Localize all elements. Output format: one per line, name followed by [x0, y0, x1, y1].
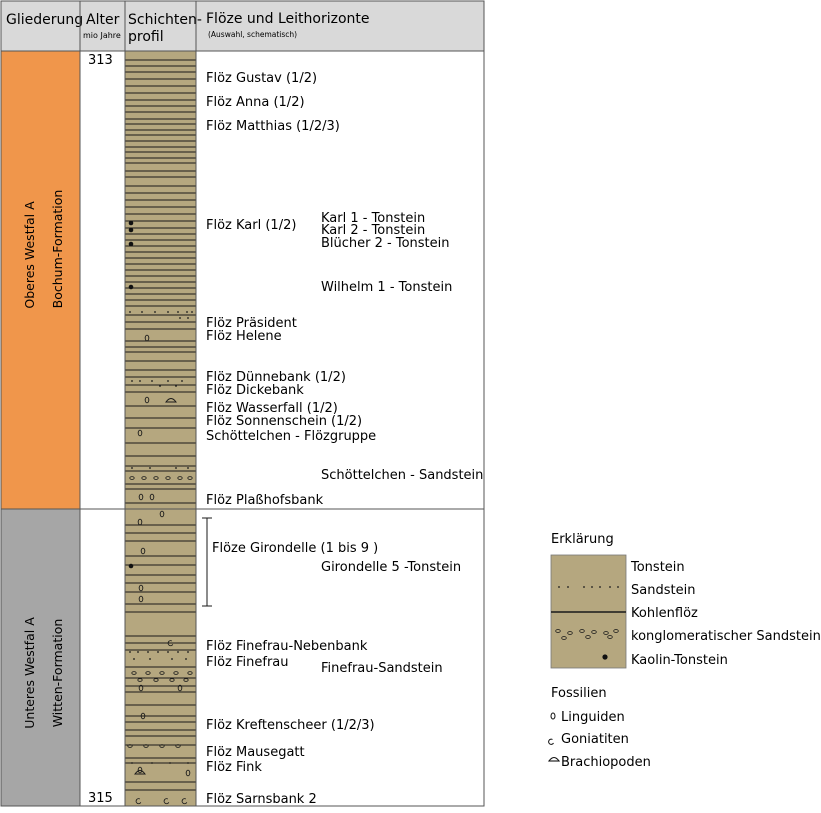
sandstone-dot — [175, 385, 177, 387]
age-bottom: 315 — [88, 791, 113, 806]
sandstone-dot — [159, 385, 161, 387]
header-profil-line1: Schichten- — [128, 12, 202, 28]
seam-label: Flöze Girondelle (1 bis 9 ) — [212, 541, 379, 556]
seam-label: Flöz Wasserfall (1/2) — [206, 401, 338, 416]
legend-sand-dot — [591, 586, 593, 588]
seam-label: Flöz Dickebank — [206, 383, 304, 398]
sandstone-dot — [186, 311, 188, 313]
sandstone-dot — [154, 311, 156, 313]
kaolin-tonstein-dot — [129, 564, 134, 569]
sandstone-dot — [185, 658, 187, 660]
sandstone-dot — [175, 467, 177, 469]
kaolin-tonstein-dot — [129, 221, 134, 226]
fossil-label: Linguiden — [561, 710, 625, 725]
sandstone-dot — [151, 762, 153, 764]
sandstone-dot — [131, 467, 133, 469]
unit-upper-band — [1, 51, 80, 509]
header-alter-unit: mio Jahre — [83, 31, 121, 40]
sandstone-dot — [149, 467, 151, 469]
unit-upper-line2: Bochum-Formation — [50, 189, 65, 309]
fossil-title: Fossilien — [551, 686, 607, 701]
sandstone-dot — [191, 311, 193, 313]
fossil-label: Goniatiten — [561, 732, 629, 747]
girondelle-range-bracket — [202, 518, 212, 606]
sandstone-dot — [169, 762, 171, 764]
sandstone-dot — [131, 380, 133, 382]
sandstone-dot — [167, 651, 169, 653]
kaolin-tonstein-dot — [129, 242, 134, 247]
age-top: 313 — [88, 53, 113, 68]
legend-item-label: Kohlenflöz — [631, 606, 698, 621]
unit-lower-band — [1, 509, 80, 806]
seam-label: Flöz Dünnebank (1/2) — [206, 370, 346, 385]
sandstone-dot — [177, 651, 179, 653]
legend-item-label: konglomeratischer Sandstein — [631, 629, 821, 644]
seam-label: Schöttelchen - Flözgruppe — [206, 429, 377, 444]
seam-label: Flöz Gustav (1/2) — [206, 71, 318, 86]
seam-label: Flöz Karl (1/2) — [206, 218, 297, 233]
marker-label: Girondelle 5 -Tonstein — [321, 560, 462, 575]
sandstone-dot — [137, 651, 139, 653]
seam-label: Flöz Sonnenschein (1/2) — [206, 414, 363, 429]
unit-lower-line1: Unteres Westfal A — [22, 617, 37, 729]
seam-label: Flöz Fink — [206, 760, 262, 775]
sandstone-dot — [141, 311, 143, 313]
header-gliederung: Gliederung — [6, 12, 84, 28]
seam-label: Flöz Matthias (1/2/3) — [206, 119, 340, 134]
sandstone-dot — [187, 762, 189, 764]
sandstone-dot — [129, 311, 131, 313]
seam-label: Flöz Finefrau-Nebenbank — [206, 639, 368, 654]
legend-item-label: Tonstein — [631, 560, 685, 575]
legend-kaolin-dot — [602, 654, 607, 659]
legend-sand-dot — [567, 586, 569, 588]
kaolin-tonstein-dot — [129, 228, 134, 233]
sandstone-dot — [171, 658, 173, 660]
unit-upper-line1: Oberes Westfal A — [22, 201, 37, 309]
seam-label: Flöz Sarnsbank 2 — [206, 792, 317, 807]
seam-label: Flöz Finefrau — [206, 655, 289, 670]
kaolin-tonstein-dot — [129, 285, 134, 290]
linguid-icon — [551, 713, 555, 719]
legend-item-label: Kaolin-Tonstein — [631, 653, 728, 668]
sandstone-dot — [129, 651, 131, 653]
seam-label: Flöz Helene — [206, 329, 282, 344]
sandstone-dot — [167, 311, 169, 313]
sandstone-dot — [179, 317, 181, 319]
header-floeze: Flöze und Leithorizonte — [206, 11, 370, 27]
unit-lower-line2: Witten-Formation — [50, 618, 65, 728]
marker-label: Finefrau-Sandstein — [321, 661, 443, 676]
seam-label: Flöz Kreftenscheer (1/2/3) — [206, 718, 375, 733]
goniatite-icon — [549, 739, 554, 744]
marker-label: Schöttelchen - Sandstein — [321, 468, 484, 483]
legend-sand-dot — [599, 586, 601, 588]
sandstone-dot — [139, 380, 141, 382]
sandstone-dot — [157, 651, 159, 653]
sandstone-dot — [187, 651, 189, 653]
sandstone-dot — [131, 762, 133, 764]
legend-item-label: Sandstein — [631, 583, 696, 598]
seam-label: Flöz Mausegatt — [206, 745, 305, 760]
sandstone-dot — [133, 658, 135, 660]
sandstone-dot — [181, 380, 183, 382]
sandstone-dot — [187, 317, 189, 319]
header-floeze-sub: (Auswahl, schematisch) — [208, 30, 298, 39]
sandstone-dot — [187, 467, 189, 469]
header-profil-line2: profil — [128, 29, 164, 45]
legend-title: Erklärung — [551, 532, 614, 547]
legend-sand-dot — [609, 586, 611, 588]
sandstone-dot — [177, 311, 179, 313]
header-alter: Alter — [86, 12, 120, 28]
seam-label: Flöz Präsident — [206, 316, 297, 331]
sandstone-dot — [151, 380, 153, 382]
marker-label: Karl 2 - Tonstein — [321, 223, 426, 238]
sandstone-dot — [149, 658, 151, 660]
sandstone-dot — [147, 651, 149, 653]
legend-sand-dot — [617, 586, 619, 588]
legend-sand-dot — [558, 586, 560, 588]
legend-sand-dot — [583, 586, 585, 588]
seam-label: Flöz Anna (1/2) — [206, 95, 305, 110]
sandstone-dot — [167, 380, 169, 382]
marker-label: Karl 1 - Tonstein — [321, 211, 426, 226]
marker-label: Wilhelm 1 - Tonstein — [321, 280, 453, 295]
seam-label: Flöz Plaßhofsbank — [206, 493, 324, 508]
fossil-label: Brachiopoden — [561, 755, 651, 770]
marker-label: Blücher 2 - Tonstein — [321, 236, 450, 251]
